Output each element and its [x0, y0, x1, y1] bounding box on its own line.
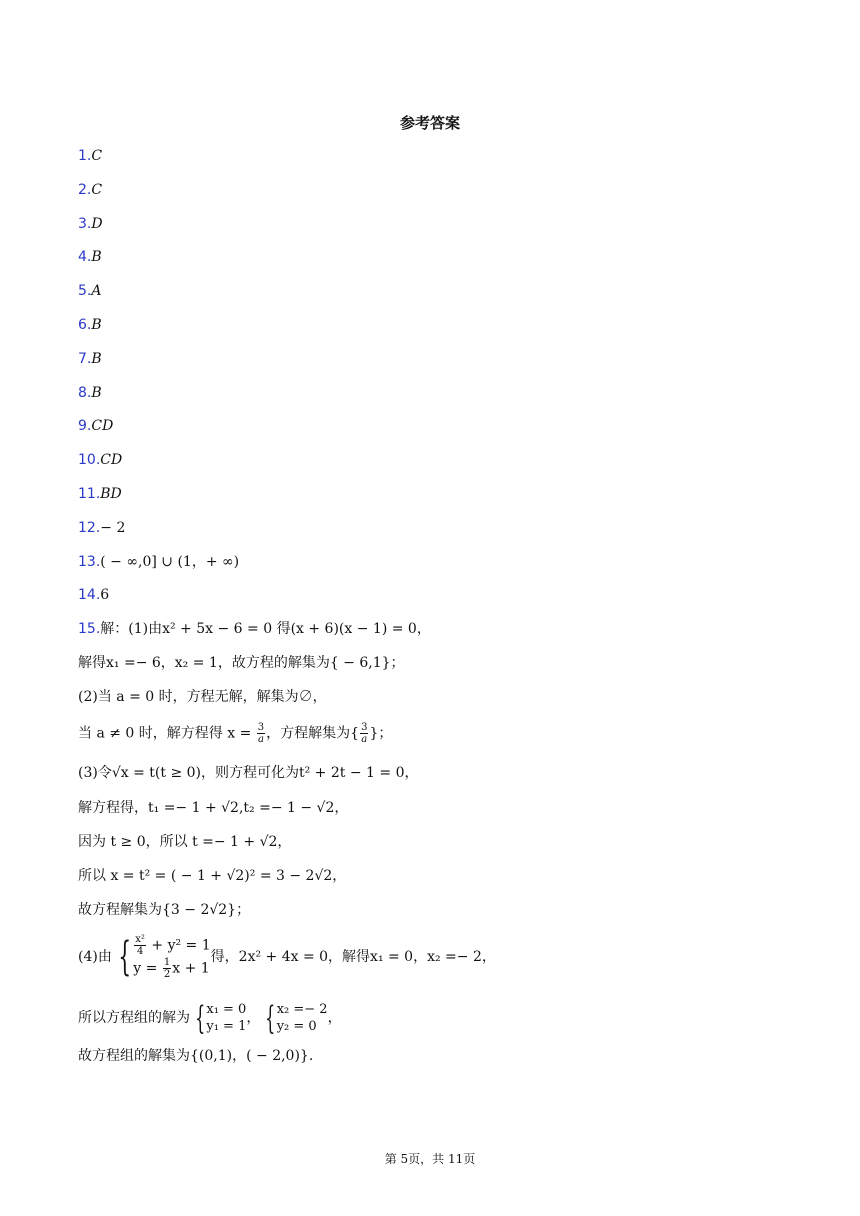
- answer-number: 7.: [78, 350, 92, 367]
- answer-text: C: [91, 148, 103, 164]
- answer-line: [78, 247, 102, 267]
- answer-text: C: [91, 181, 103, 198]
- answer-text: B: [91, 350, 102, 367]
- answer-text: CD: [100, 452, 123, 469]
- answer-text: A: [91, 283, 102, 300]
- q15-line-8: 所以 x = t² = ( − 1 + √2)² = 3 − 2√2，: [78, 868, 347, 884]
- answer-text: B: [91, 249, 102, 266]
- answer-number: 15.: [78, 621, 101, 637]
- answer-number: 4.: [78, 249, 92, 266]
- answer-line: [78, 416, 113, 436]
- answer-line: [78, 518, 125, 538]
- answer-text: B: [91, 317, 102, 333]
- q15-line-1: 15.解：(1)由x² + 5x − 6 = 0 得(x + 6)(x − 1) = 0，: [78, 621, 431, 637]
- fraction: $\frac{3}{a}$: [361, 722, 368, 745]
- answer-number: 3.: [78, 215, 92, 232]
- answer-number: 1.: [78, 148, 92, 164]
- q15-line-2: 解得x₁ =− 6，x₂ = 1，故方程的解集为{ − 6,1}；: [78, 655, 405, 671]
- answer-line: [78, 349, 102, 369]
- answer-text: D: [91, 215, 103, 232]
- answer-text: CD: [91, 418, 114, 435]
- answer-number: 9.: [78, 418, 92, 435]
- answer-text: − 2: [100, 519, 126, 536]
- q15-line-5: (3)令√x = t(t ≥ 0)，则方程可化为t² + 2t − 1 = 0，: [78, 765, 419, 781]
- answer-number: 12.: [78, 519, 101, 536]
- answer-line: [78, 450, 122, 470]
- solution-system-1: { x₁ = 0 y₁ = 1: [195, 999, 247, 1037]
- q15-line-3: (2)当 a = 0 时，方程无解，解集为∅，: [78, 689, 327, 705]
- answer-number: 2.: [78, 181, 92, 198]
- answer-number: 6.: [78, 317, 92, 333]
- answer-number: 14.: [78, 587, 101, 604]
- answer-number: 8.: [78, 384, 92, 401]
- answer-line: [78, 180, 102, 200]
- answer-line: [78, 281, 101, 301]
- page-title: 参考答案: [399, 114, 460, 132]
- answer-line: [78, 214, 103, 234]
- answer-text: 6: [100, 587, 110, 604]
- solution-system-2: { x₂ =− 2 y₂ = 0: [265, 999, 328, 1037]
- answer-text: BD: [100, 486, 122, 502]
- equation-system: { $\frac{\text{x²}}{4}$ + y² = 1 y = $\frac{1}{2}$ x + 1: [118, 934, 211, 980]
- fraction: $\frac{3}{a}$: [257, 722, 265, 745]
- answer-line: [78, 383, 102, 403]
- q15-line-6: 解方程得，t₁ =− 1 + √2,t₂ =− 1 − √2，: [78, 800, 349, 816]
- answer-line: [78, 552, 239, 572]
- answer-text: ( − ∞,0] ∪ (1，+ ∞): [100, 553, 240, 570]
- q15-line-4: 当 a ≠ 0 时，解方程得 x = $\frac{3}{a}$ ，方程解集为{ $\frac{3}{a}$ }；: [78, 722, 393, 745]
- page-footer: 第 5页，共 11页: [384, 1152, 476, 1166]
- q15-line-9: 故方程解集为{3 − 2√2}；: [78, 902, 251, 918]
- answer-number: 5.: [78, 283, 92, 300]
- answer-line: [78, 315, 102, 335]
- answer-number: 13.: [78, 553, 101, 570]
- q15-line-7: 因为 t ≥ 0，所以 t =− 1 + √2，: [78, 834, 292, 850]
- q15-line-12: 故方程组的解集为{(0,1)，( − 2,0)}.: [78, 1048, 314, 1064]
- q15-line-11: 所以方程组的解为 { x₁ = 0 y₁ = 1 ， { x₂ =− 2 y₂ = 0 ，: [78, 999, 342, 1037]
- answer-number: 10.: [78, 452, 101, 469]
- answer-text: B: [91, 384, 102, 401]
- q15-line-10: (4)由 { $\frac{\text{x²}}{4}$ + y² = 1 y = $\frac{1}{2}$ x + 1 得，2x² + 4x = 0，解得x₁ = 0，x₂ =− 2，: [78, 934, 496, 980]
- answer-line: [78, 585, 109, 605]
- answer-number: 11.: [78, 486, 101, 502]
- answer-line: [78, 484, 122, 504]
- answer-line: [78, 146, 102, 166]
